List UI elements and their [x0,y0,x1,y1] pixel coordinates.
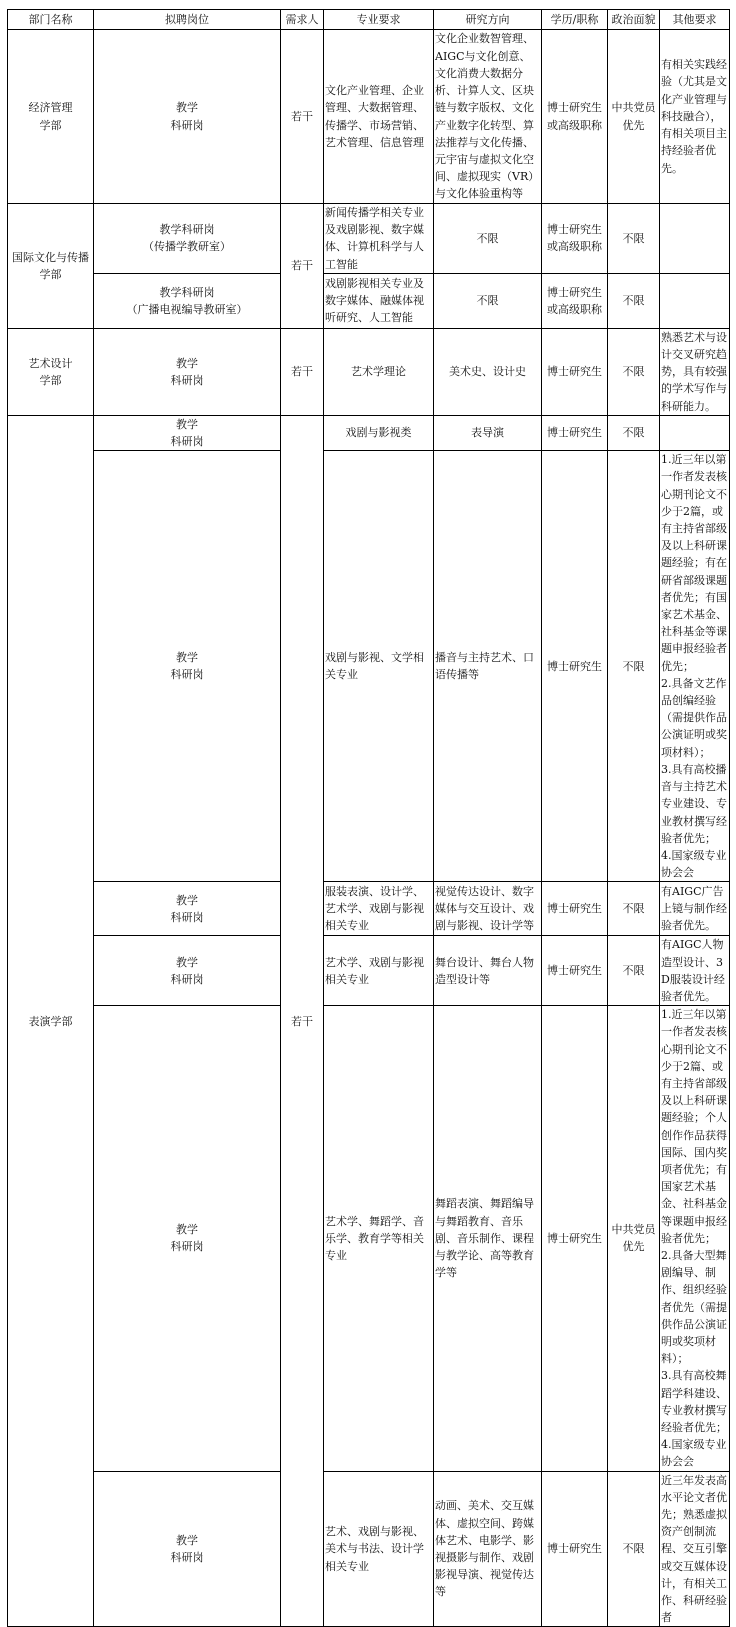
other-requirement [660,415,730,450]
degree-requirement: 博士研究生 [542,415,608,450]
table-row [8,936,730,1006]
post-name: 教学 科研岗 [94,415,281,450]
header-major: 专业要求 [324,10,434,30]
header-count: 需求人 [281,10,324,30]
post-name: 教学 科研岗 [94,936,281,1006]
political-status: 不限 [608,328,660,415]
degree-requirement: 博士研究生 [542,936,608,1006]
political-status: 不限 [608,415,660,450]
post-name: 教学 科研岗 [94,30,281,204]
research-direction: 动画、美术、交互媒体、虚拟空间、跨媒体艺术、电影学、影视摄影与制作、戏剧影视导演、视觉传达等 [434,1471,542,1627]
other-requirement: 熟悉艺术与设计交叉研究趋势，具有较强的学术写作与科研能力。 [660,328,730,415]
degree-requirement: 博士研究生 或高级职称 [542,204,608,274]
political-status: 不限 [608,1471,660,1627]
political-status: 中共党员 优先 [608,30,660,204]
table-row [8,1471,730,1627]
degree-requirement: 博士研究生 或高级职称 [542,273,608,328]
degree-requirement: 博士研究生 [542,451,608,882]
other-requirement: 有AIGC广告上镜与制作经验者优先。 [660,882,730,936]
post-name: 教学科研岗 （广播电视编导教研室） [94,273,281,328]
headcount: 若干 [281,415,324,1627]
table-row [8,204,730,274]
table-row [8,273,730,328]
research-direction: 文化企业数智管理、AIGC与文化创意、文化消费大数据分析、计算人文、区块链与数字版权、文化产业数字化转型、算法推荐与文化传播、元宇宙与虚拟文化空间、虚拟现实（VR）与文化体验重构等 [434,30,542,204]
other-requirement [660,204,730,274]
research-direction: 视觉传达设计、数字媒体与交互设计、戏剧与影视、设计学等 [434,882,542,936]
degree-requirement: 博士研究生 或高级职称 [542,30,608,204]
header-dept: 部门名称 [8,10,94,30]
dept-name: 艺术设计 学部 [8,328,94,415]
other-requirement: 1.近三年以第一作者发表核心期刊论文不少于2篇，或有主持省部级及以上科研课题经验；有在研省部级课题者优先；有国家艺术基金、社科基金等课题申报经验者优先； 2.具备文艺作品创编经验（需提供作品公演证明或奖项材料）； 3.具有高校播音与主持艺术专业建设、专业教材撰写经验者优先； 4.国家级专业协会会 [660,451,730,882]
major-requirement: 文化产业管理、企业管理、大数据管理、传播学、市场营销、艺术管理、信息管理 [324,30,434,204]
headcount: 若干 [281,328,324,415]
other-requirement: 有相关实践经验（尤其是文化产业管理与科技融合），有相关项目主持经验者优先。 [660,30,730,204]
post-name: 教学 科研岗 [94,882,281,936]
major-requirement: 艺术学理论 [324,328,434,415]
major-requirement: 服装表演、设计学、艺术学、戏剧与影视相关专业 [324,882,434,936]
research-direction: 美术史、设计史 [434,328,542,415]
other-requirement: 1.近三年以第一作者发表核心期刊论文不少于2篇、或有主持省部级及以上科研课题经验；个人创作作品获得国际、国内奖项者优先；有国家艺术基金、社科基金等课题申报经验者优先； 2.具备大型舞剧编导、制作、组织经验者优先（需提供作品公演证明或奖项材料）； 3.具有高校舞蹈学科建设、专业教材撰写经验者优先； 4.国家级专业协会会 [660,1006,730,1471]
header-political: 政治面貌 [608,10,660,30]
table-row [8,30,730,204]
major-requirement: 戏剧与影视、文学相关专业 [324,451,434,882]
research-direction: 表导演 [434,415,542,450]
political-status: 不限 [608,204,660,274]
table-row [8,882,730,936]
other-requirement [660,273,730,328]
research-direction: 不限 [434,204,542,274]
political-status: 不限 [608,451,660,882]
table-row [8,415,730,450]
post-name: 教学 科研岗 [94,451,281,882]
header-other: 其他要求 [660,10,730,30]
table-row [8,328,730,415]
table-header-row [8,10,730,30]
dept-name: 表演学部 [8,415,94,1627]
political-status: 不限 [608,936,660,1006]
recruitment-table [7,9,730,1627]
major-requirement: 戏剧与影视类 [324,415,434,450]
major-requirement: 艺术学、舞蹈学、音乐学、教育学等相关专业 [324,1006,434,1471]
headcount: 若干 [281,204,324,329]
political-status: 不限 [608,882,660,936]
dept-name: 国际文化与传播 学部 [8,204,94,329]
major-requirement: 艺术、戏剧与影视、美术与书法、设计学相关专业 [324,1471,434,1627]
headcount: 若干 [281,30,324,204]
header-direction: 研究方向 [434,10,542,30]
header-post: 拟聘岗位 [94,10,281,30]
research-direction: 舞蹈表演、舞蹈编导与舞蹈教育、音乐剧、音乐制作、课程与教学论、高等教育学等 [434,1006,542,1471]
political-status: 不限 [608,273,660,328]
post-name: 教学 科研岗 [94,328,281,415]
other-requirement: 近三年发表高水平论文者优先；熟悉虚拟资产创制流程、交互引擎或交互媒体设计，有相关工作、科研经验者 [660,1471,730,1627]
header-degree: 学历/职称 [542,10,608,30]
research-direction: 播音与主持艺术、口语传播等 [434,451,542,882]
table-row [8,451,730,882]
degree-requirement: 博士研究生 [542,1006,608,1471]
major-requirement: 新闻传播学相关专业及戏剧影视、数字媒体、计算机科学与人工智能 [324,204,434,274]
table-row [8,1006,730,1471]
other-requirement: 有AIGC人物造型设计、3D服装设计经验者优先。 [660,936,730,1006]
research-direction: 舞台设计、舞台人物造型设计等 [434,936,542,1006]
post-name: 教学 科研岗 [94,1471,281,1627]
research-direction: 不限 [434,273,542,328]
post-name: 教学科研岗 （传播学教研室） [94,204,281,274]
degree-requirement: 博士研究生 [542,1471,608,1627]
dept-name: 经济管理 学部 [8,30,94,204]
degree-requirement: 博士研究生 [542,882,608,936]
post-name: 教学 科研岗 [94,1006,281,1471]
degree-requirement: 博士研究生 [542,328,608,415]
major-requirement: 戏剧影视相关专业及数字媒体、融媒体视听研究、人工智能 [324,273,434,328]
major-requirement: 艺术学、戏剧与影视相关专业 [324,936,434,1006]
political-status: 中共党员 优先 [608,1006,660,1471]
